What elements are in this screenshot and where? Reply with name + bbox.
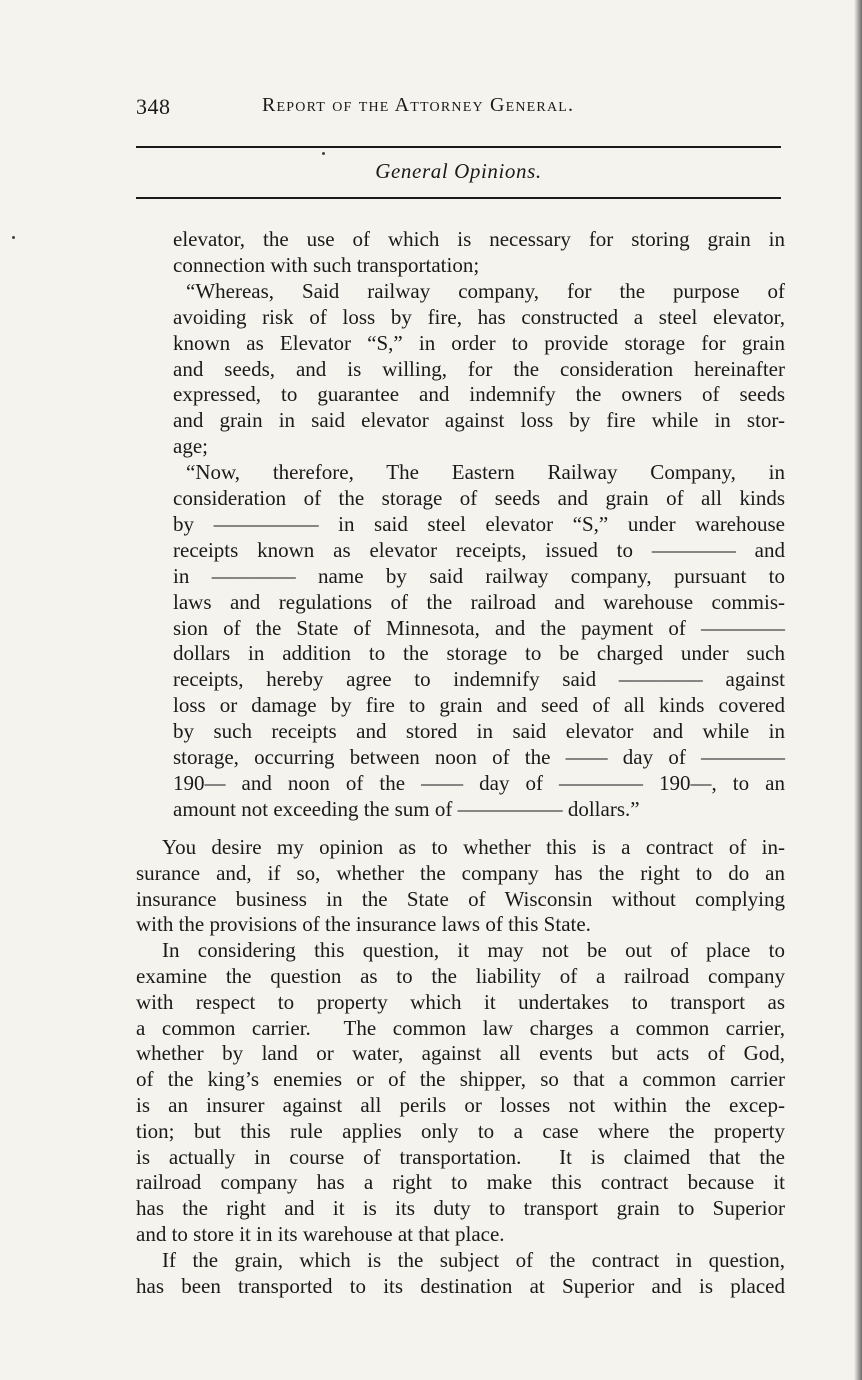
page-header bbox=[136, 94, 781, 124]
text-line: In considering this question, it may not be out of place to bbox=[162, 938, 785, 963]
text-line: “Now, therefore, The Eastern Railway Company, in bbox=[186, 460, 785, 485]
text-line: is an insurer against all perils or losses not within the excep- bbox=[136, 1093, 785, 1117]
text-line: and to store it in its warehouse at that place. bbox=[136, 1222, 505, 1246]
text-line: has been transported to its destination at Superior and is placed bbox=[136, 1273, 785, 1298]
text-line: has the right and it is its duty to transport grain to Superior bbox=[136, 1196, 785, 1221]
text-line: amount not exceeding the sum of ————— dollars.” bbox=[173, 796, 640, 821]
text-line: a common carrier. The common law charges a common carrier, bbox=[136, 1015, 785, 1040]
text-line: sion of the State of Minnesota, and the payment of ———— bbox=[173, 615, 785, 640]
text-line: receipts known as elevator receipts, issued to ———— and bbox=[173, 537, 785, 562]
text-line: of the king’s enemies or of the shipper, so that a common carrier bbox=[136, 1067, 785, 1092]
text-line: dollars in addition to the storage to be charged under such bbox=[173, 641, 785, 666]
text-line: by such receipts and stored in said elevator and while in bbox=[173, 719, 785, 744]
text-line: expressed, to guarantee and indemnify the owners of seeds bbox=[173, 382, 785, 407]
text-line: receipts, hereby agree to indemnify said ———— against bbox=[173, 667, 785, 692]
page-number: 348 bbox=[136, 94, 171, 119]
text-line: You desire my opinion as to whether this is a contract of in- bbox=[162, 835, 785, 859]
running-title: Report of the Attorney General. bbox=[262, 94, 575, 116]
text-line: laws and regulations of the railroad and warehouse commis- bbox=[173, 589, 785, 614]
text-line: consideration of the storage of seeds and grain of all kinds bbox=[173, 486, 785, 510]
page-edge-shadow bbox=[854, 0, 862, 1380]
text-line: 190— and noon of the —— day of ———— 190—, to an bbox=[173, 770, 785, 795]
header-bottom-rule bbox=[136, 197, 781, 199]
text-line: with the provisions of the insurance laws of this State. bbox=[136, 912, 591, 937]
text-line: and seeds, and is willing, for the consideration hereinafter bbox=[173, 356, 785, 381]
text-line: with respect to property which it undertakes to transport as bbox=[136, 989, 785, 1014]
text-line: in ———— name by said railway company, pursuant to bbox=[173, 563, 785, 588]
text-line: loss or damage by fire to grain and seed of all kinds covered bbox=[173, 693, 785, 718]
text-line: storage, occurring between noon of the —— day of ———— bbox=[173, 745, 785, 769]
ink-speck bbox=[322, 152, 325, 155]
text-line: “Whereas, Said railway company, for the purpose of bbox=[186, 278, 785, 303]
section-title: General Opinions. bbox=[375, 159, 542, 183]
text-line: by ————— in said steel elevator “S,” under warehouse bbox=[173, 511, 785, 536]
ink-speck bbox=[12, 236, 15, 239]
text-line: whether by land or water, against all events but acts of God, bbox=[136, 1041, 785, 1066]
text-line: examine the question as to the liability of a railroad company bbox=[136, 964, 785, 988]
text-line: and grain in said elevator against loss by fire while in stor- bbox=[173, 408, 785, 433]
text-line: known as Elevator “S,” in order to provide storage for grain bbox=[173, 330, 785, 355]
text-line: tion; but this rule applies only to a case where the property bbox=[136, 1118, 785, 1143]
text-line: railroad company has a right to make this contract because it bbox=[136, 1170, 785, 1195]
text-line: If the grain, which is the subject of the contract in question, bbox=[162, 1247, 785, 1272]
header-top-rule bbox=[136, 146, 781, 148]
text-line: elevator, the use of which is necessary for storing grain in bbox=[173, 227, 785, 251]
text-line: insurance business in the State of Wisconsin without complying bbox=[136, 886, 785, 911]
text-line: is actually in course of transportation. It is claimed that the bbox=[136, 1144, 785, 1169]
text-line: avoiding risk of loss by fire, has constructed a steel elevator, bbox=[173, 304, 785, 329]
text-line: connection with such transportation; bbox=[173, 252, 480, 277]
text-line: age; bbox=[173, 434, 208, 459]
text-line: surance and, if so, whether the company has the right to do an bbox=[136, 860, 785, 885]
